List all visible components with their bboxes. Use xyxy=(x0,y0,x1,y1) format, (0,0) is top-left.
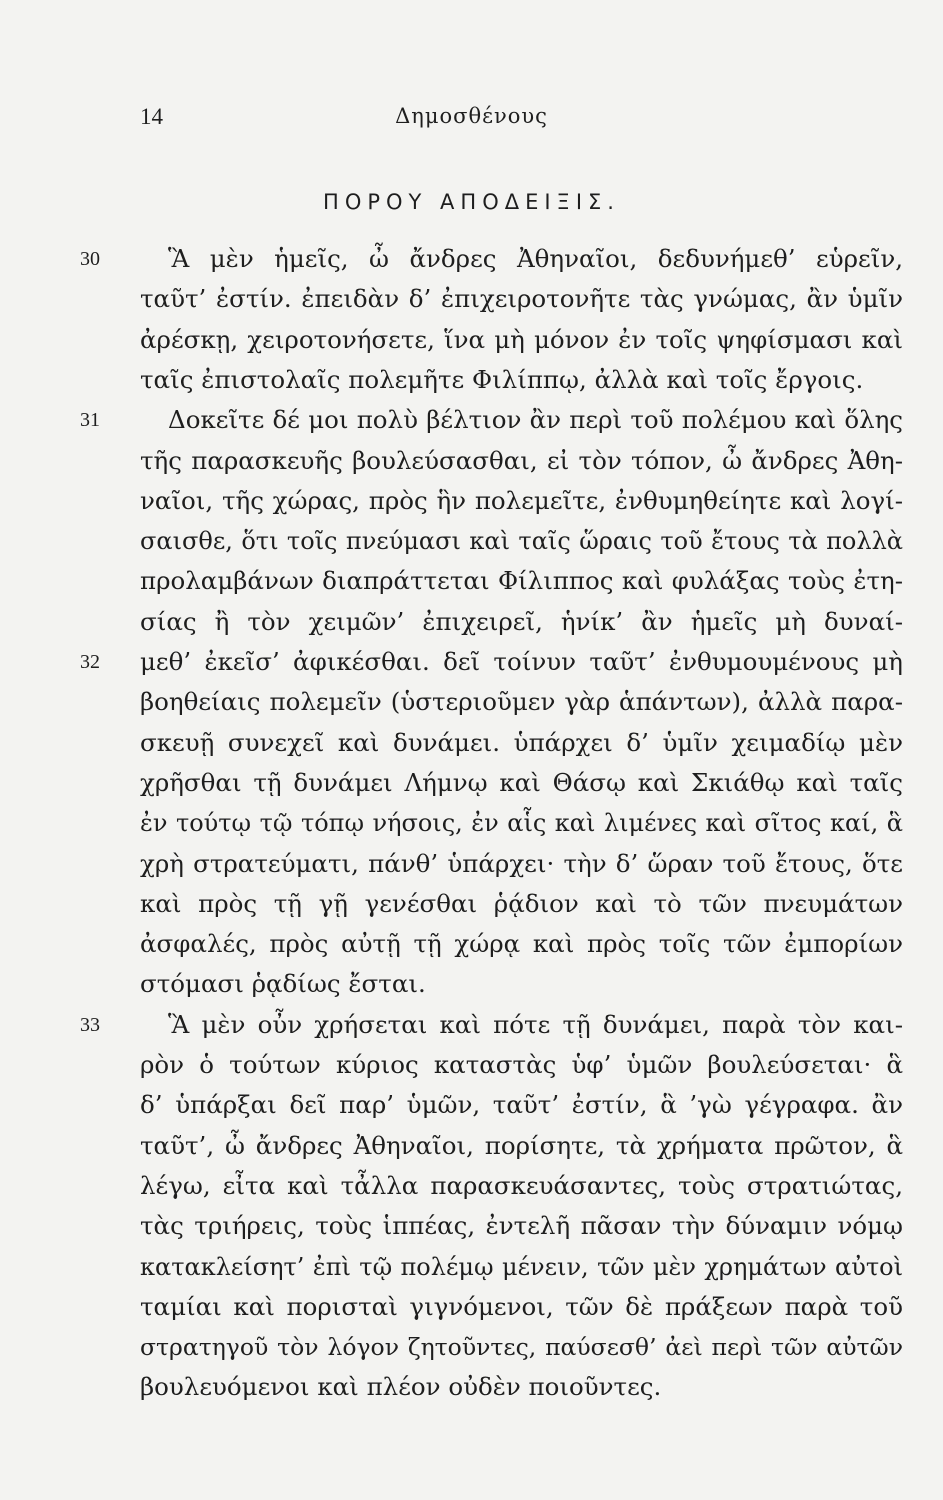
text-line: λέγω, εἶτα καὶ τἆλλα παρασκευάσαντες, τοὺς στρατιώτας, xyxy=(140,1170,903,1200)
text-line: μεθ’ ἐκεῖσ’ ἀφικέσθαι. δεῖ τοίνυν ταῦτ’ ἐνθυμουμένους μὴ xyxy=(140,647,903,676)
text-line: κατακλείσητ’ ἐπὶ τῷ πολέμῳ μένειν, τῶν μὲν χρημάτων αὐτοὶ xyxy=(140,1252,903,1281)
text-line: ρὸν ὁ τούτων κύριος καταστὰς ὑφ’ ὑμῶν βουλεύσεται· ἃ xyxy=(140,1050,903,1079)
text-line: βοηθείαις πολεμεῖν (ὑστεριοῦμεν γὰρ ἁπάντων), ἀλλὰ παρα- xyxy=(140,687,903,717)
text-line: προλαμβάνων διαπράττεται Φίλιππος καὶ φυλάξας τοὺς ἐτη- xyxy=(140,566,903,596)
text-line: ταῖς ἐπιστολαῖς πολεμῆτε Φιλίππῳ, ἀλλὰ καὶ τοῖς ἔργοις. xyxy=(140,364,864,394)
text-line: σαισθε, ὅτι τοῖς πνεύμασι καὶ ταῖς ὥραις τοῦ ἔτους τὰ πολλὰ xyxy=(140,527,903,556)
text-line: βουλευόμενοι καὶ πλέον οὐδὲν ποιοῦντες. xyxy=(140,1372,662,1402)
margin-number-section: 31 xyxy=(80,409,100,432)
text-line: τὰς τριήρεις, τοὺς ἱππέας, ἐντελῆ πᾶσαν τὴν δύναμιν νόμῳ xyxy=(140,1211,903,1241)
text-line: χρὴ στρατεύματι, πάνθ’ ὑπάρχει· τὴν δ’ ὥραν τοῦ ἔτους, ὅτε xyxy=(140,848,903,878)
text-line: Ἃ μὲν ἡμεῖς, ὦ ἄνδρες Ἀθηναῖοι, δεδυνήμεθ’ εὑρεῖν, xyxy=(168,244,903,273)
margin-number-section: 30 xyxy=(80,248,100,270)
text-line: ἀρέσκῃ, χειροτονήσετε, ἵνα μὴ μόνον ἐν τοῖς ψηφίσμασι καὶ xyxy=(140,324,903,354)
text-line: ταῦτ’, ὦ ἄνδρες Ἀθηναῖοι, πορίσητε, τὰ χρήματα πρῶτον, ἃ xyxy=(140,1130,903,1160)
text-line: ταμίαι καὶ πορισταὶ γιγνόμενοι, τῶν δὲ πράξεων παρὰ τοῦ xyxy=(140,1291,903,1321)
text-line: Ἃ μὲν οὖν χρήσεται καὶ πότε τῇ δυνάμει, παρὰ τὸν και- xyxy=(168,1009,903,1039)
text-line: τῆς παρασκευῆς βουλεύσασθαι, εἰ τὸν τόπον, ὦ ἄνδρες Ἀθη- xyxy=(140,445,903,475)
text-line: δ’ ὑπάρξαι δεῖ παρ’ ὑμῶν, ταῦτ’ ἐστίν, ἃ ’γὼ γέγραφα. ἂν xyxy=(140,1090,903,1120)
text-line: σίας ἢ τὸν χειμῶν’ ἐπιχειρεῖ, ἡνίκ’ ἂν ἡμεῖς μὴ δυναί- xyxy=(140,606,903,636)
text-line: χρῆσθαι τῇ δυνάμει Λήμνῳ καὶ Θάσῳ καὶ Σκιάθῳ καὶ ταῖς xyxy=(140,767,903,797)
section-title: ΠΟΡΟΥ ΑΠΟΔΕΙΞΙΣ. xyxy=(323,190,620,214)
text-line: ἐν τούτῳ τῷ τόπῳ νήσοις, ἐν αἷς καὶ λιμένες καὶ σῖτος καί, ἃ xyxy=(140,809,903,838)
text-line: ἀσφαλές, πρὸς αὐτῇ τῇ χώρᾳ καὶ πρὸς τοῖς τῶν ἐμπορίων xyxy=(140,929,903,959)
text-line: ταῦτ’ ἐστίν. ἐπειδὰν δ’ ἐπιχειροτονῆτε τὰς γνώμας, ἂν ὑμῖν xyxy=(140,284,903,314)
text-line: Δοκεῖτε δέ μοι πολὺ βέλτιον ἂν περὶ τοῦ πολέμου καὶ ὅλης xyxy=(168,405,903,435)
text-line: στρατηγοῦ τὸν λόγον ζητοῦντες, παύσεσθ’ ἀεὶ περὶ τῶν αὐτῶν xyxy=(140,1333,903,1362)
text-line: στόμασι ῥᾳδίως ἔσται. xyxy=(140,969,426,999)
text-line: σκευῇ συνεχεῖ καὶ δυνάμει. ὑπάρχει δ’ ὑμῖν χειμαδίῳ μὲν xyxy=(140,727,903,757)
margin-number-section: 33 xyxy=(80,1013,100,1036)
page-number: 14 xyxy=(140,104,163,129)
margin-number-section: 32 xyxy=(80,651,100,673)
running-title: Δημοσθένους xyxy=(395,104,548,128)
text-line: ναῖοι, τῆς χώρας, πρὸς ἣν πολεμεῖτε, ἐνθυμηθείητε καὶ λογί- xyxy=(140,485,903,515)
text-line: καὶ πρὸς τῇ γῇ γενέσθαι ῥᾴδιον καὶ τὸ τῶν πνευμάτων xyxy=(140,888,903,918)
